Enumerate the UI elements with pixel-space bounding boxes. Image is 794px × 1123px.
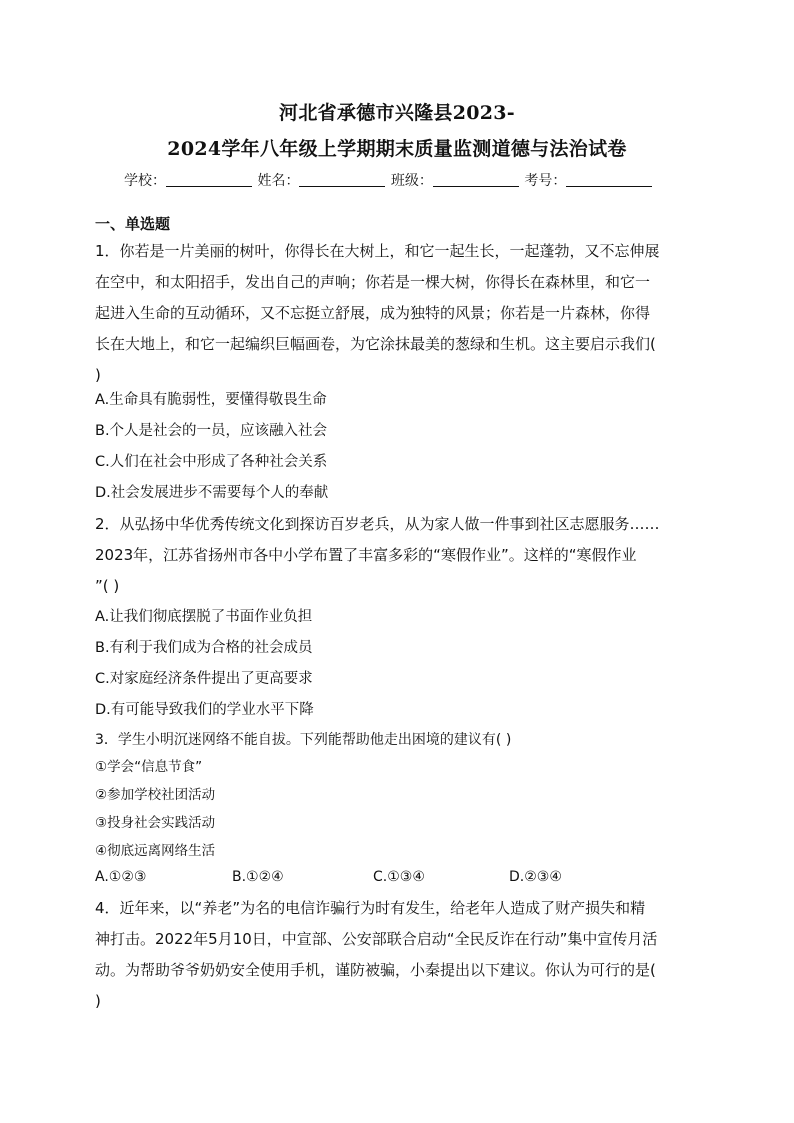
question-line: 2．从弘扬中华优秀传统文化到探访百岁老兵，从为家人做一件事到社区志愿服务…… <box>95 515 660 533</box>
question-3-item-4: ④彻底远离网络生活 <box>95 843 216 859</box>
exam-title-line-2: 2024学年八年级上学期期末质量监测道德与法治试卷 <box>167 138 627 160</box>
question-2-option-c[interactable]: C.对家庭经济条件提出了更高要求 <box>95 671 313 687</box>
question-line: 动。为帮助爷爷奶奶安全使用手机，谨防被骗，小秦提出以下建议。你认为可行的是( <box>95 961 656 979</box>
student-info-row <box>124 171 653 191</box>
question-3-item-2: ②参加学校社团活动 <box>95 787 216 803</box>
question-1-option-c[interactable]: C.人们在社会中形成了各种社会关系 <box>95 454 328 470</box>
section-heading: 一、单选题 <box>95 215 171 233</box>
question-3-stem: 3．学生小明沉迷网络不能自拔。下列能帮助他走出困境的建议有( ) <box>95 732 512 748</box>
question-line: 神打击。2022年5月10日，中宣部、公安部联合启动“全民反诈在行动”集中宣传月活 <box>95 930 658 948</box>
question-3-options-row <box>95 869 695 891</box>
question-line: 长在大地上，和它一起编织巨幅画卷，为它涂抹最美的葱绿和生机。这主要启示我们( <box>95 335 656 353</box>
question-1-stem <box>95 236 695 391</box>
class-label: 班级： <box>390 173 433 189</box>
question-2-stem <box>95 509 695 602</box>
question-1-option-d[interactable]: D.社会发展进步不需要每个人的奉献 <box>95 485 329 501</box>
school-label: 学校： <box>124 173 166 189</box>
question-line: 1．你若是一片美丽的树叶，你得长在大树上，和它一起生长，一起蓬勃，又不忘伸展 <box>95 242 660 260</box>
question-line: ) <box>95 992 101 1010</box>
question-line: 起进入生命的互动循环，又不忘挺立舒展，成为独特的风景；你若是一片森林，你得 <box>95 304 651 322</box>
question-4-stem <box>95 893 695 1017</box>
question-3-option-c[interactable]: C.①③④ <box>373 869 425 885</box>
question-2-option-d[interactable]: D.有可能导致我们的学业水平下降 <box>95 702 314 718</box>
school-blank[interactable] <box>166 172 252 187</box>
question-3-option-b[interactable]: B.①②④ <box>232 869 284 885</box>
question-2-option-b[interactable]: B.有利于我们成为合格的社会成员 <box>95 640 313 656</box>
question-line: 在空中，和太阳招手，发出自己的声响；你若是一棵大树，你得长在森林里，和它一 <box>95 273 651 291</box>
question-3-option-d[interactable]: D.②③④ <box>509 869 562 885</box>
exam-no-label: 考号： <box>524 173 567 189</box>
question-line: 4．近年来，以“养老”为名的电信诈骗行为时有发生，给老年人造成了财产损失和精 <box>95 899 646 917</box>
question-3-item-1: ①学会“信息节食” <box>95 759 203 775</box>
question-line: ”( ) <box>95 577 120 595</box>
question-3-option-a[interactable]: A.①②③ <box>95 869 147 885</box>
question-1-option-a[interactable]: A.生命具有脆弱性，要懂得敬畏生命 <box>95 392 327 408</box>
name-blank[interactable] <box>299 172 385 187</box>
question-line: ) <box>95 366 101 384</box>
exam-no-blank[interactable] <box>566 172 652 187</box>
question-1-option-b[interactable]: B.个人是社会的一员，应该融入社会 <box>95 423 328 439</box>
name-label: 姓名： <box>257 173 300 189</box>
question-line: 2023年，江苏省扬州市各中小学布置了丰富多彩的“寒假作业”。这样的“寒假作业 <box>95 546 637 564</box>
exam-title-line-1: 河北省承德市兴隆县2023- <box>279 102 515 124</box>
class-blank[interactable] <box>433 172 519 187</box>
question-2-option-a[interactable]: A.让我们彻底摆脱了书面作业负担 <box>95 609 313 625</box>
question-3-item-3: ③投身社会实践活动 <box>95 815 216 831</box>
